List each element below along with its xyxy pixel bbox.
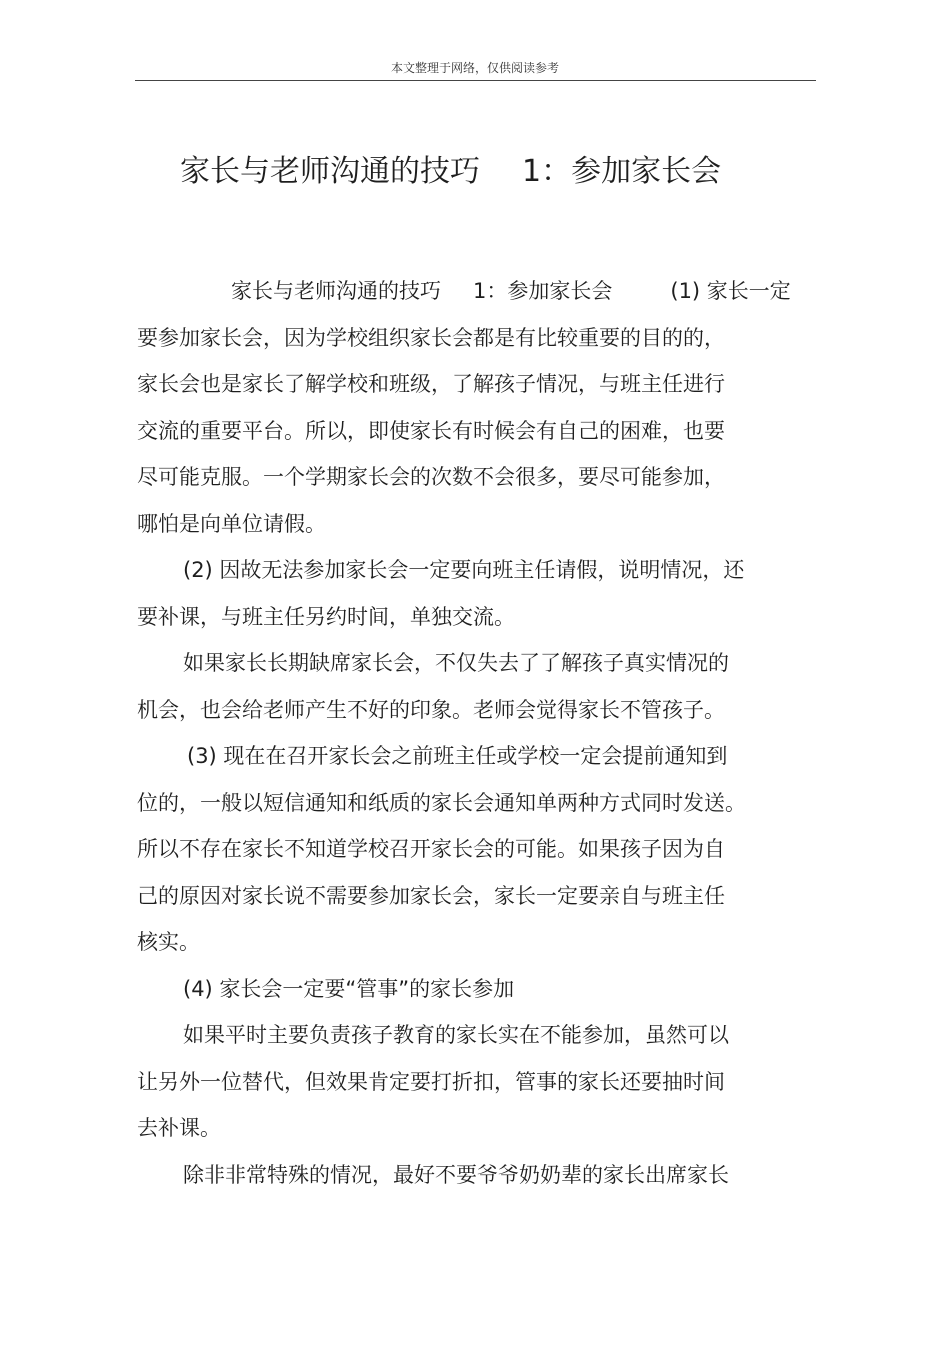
page-title xyxy=(180,150,721,194)
text-line: (2) 因故无法参加家长会一定要向班主任请假，说明情况，还 xyxy=(183,558,745,582)
text-line xyxy=(137,268,817,315)
text-line: 机会，也会给老师产生不好的印象。老师会觉得家长不管孩子。 xyxy=(137,697,725,722)
header-divider xyxy=(135,80,816,81)
header-note: 本文整理于网络，仅供阅读参考 xyxy=(390,61,559,75)
text-line: 交流的重要平台。所以，即使家长有时候会有自己的困难，也要 xyxy=(137,418,725,443)
text-line: 要补课，与班主任另约时间，单独交流。 xyxy=(137,604,515,629)
text-line: 哪怕是向单位请假。 xyxy=(137,511,326,536)
text-line: 所以不存在家长不知道学校召开家长会的可能。如果孩子因为自 xyxy=(137,837,725,861)
text-line: 要参加家长会，因为学校组织家长会都是有比较重要的目的的， xyxy=(137,325,725,350)
text-segment: 1：参加家长会 xyxy=(473,279,613,303)
text-line: 如果平时主要负责孩子教育的家长实在不能参加，虽然可以 xyxy=(183,1023,729,1047)
text-line: 除非非常特殊的情况，最好不要爷爷奶奶辈的家长出席家长 xyxy=(183,1162,729,1187)
text-line: 己的原因对家长说不需要参加家长会，家长一定要亲自与班主任 xyxy=(137,883,725,908)
text-line: 核实。 xyxy=(137,930,200,954)
text-line: 去补课。 xyxy=(137,1116,221,1140)
text-line: 尽可能克服。一个学期家长会的次数不会很多，要尽可能参加， xyxy=(137,465,725,489)
text-line: 位的，一般以短信通知和纸质的家长会通知单两种方式同时发送。 xyxy=(137,790,746,815)
text-segment: 家长与老师沟通的技巧 xyxy=(231,279,441,303)
title-part-1: 家长与老师沟通的技巧 xyxy=(180,154,480,189)
text-line: 家长会也是家长了解学校和班级，了解孩子情况，与班主任进行 xyxy=(137,372,725,396)
article-body xyxy=(137,268,817,1198)
text-line: 让另外一位替代，但效果肯定要打折扣，管事的家长还要抽时间 xyxy=(137,1069,725,1094)
text-line: 如果家长长期缺席家长会，不仅失去了了解孩子真实情况的 xyxy=(183,651,729,675)
text-segment: (1) 家长一定 xyxy=(670,279,791,303)
text-line: (4) 家长会一定要“管事”的家长参加 xyxy=(183,976,515,1001)
title-part-2: 1：参加家长会 xyxy=(522,154,722,189)
text-line: (3) 现在在召开家长会之前班主任或学校一定会提前通知到 xyxy=(187,744,728,768)
